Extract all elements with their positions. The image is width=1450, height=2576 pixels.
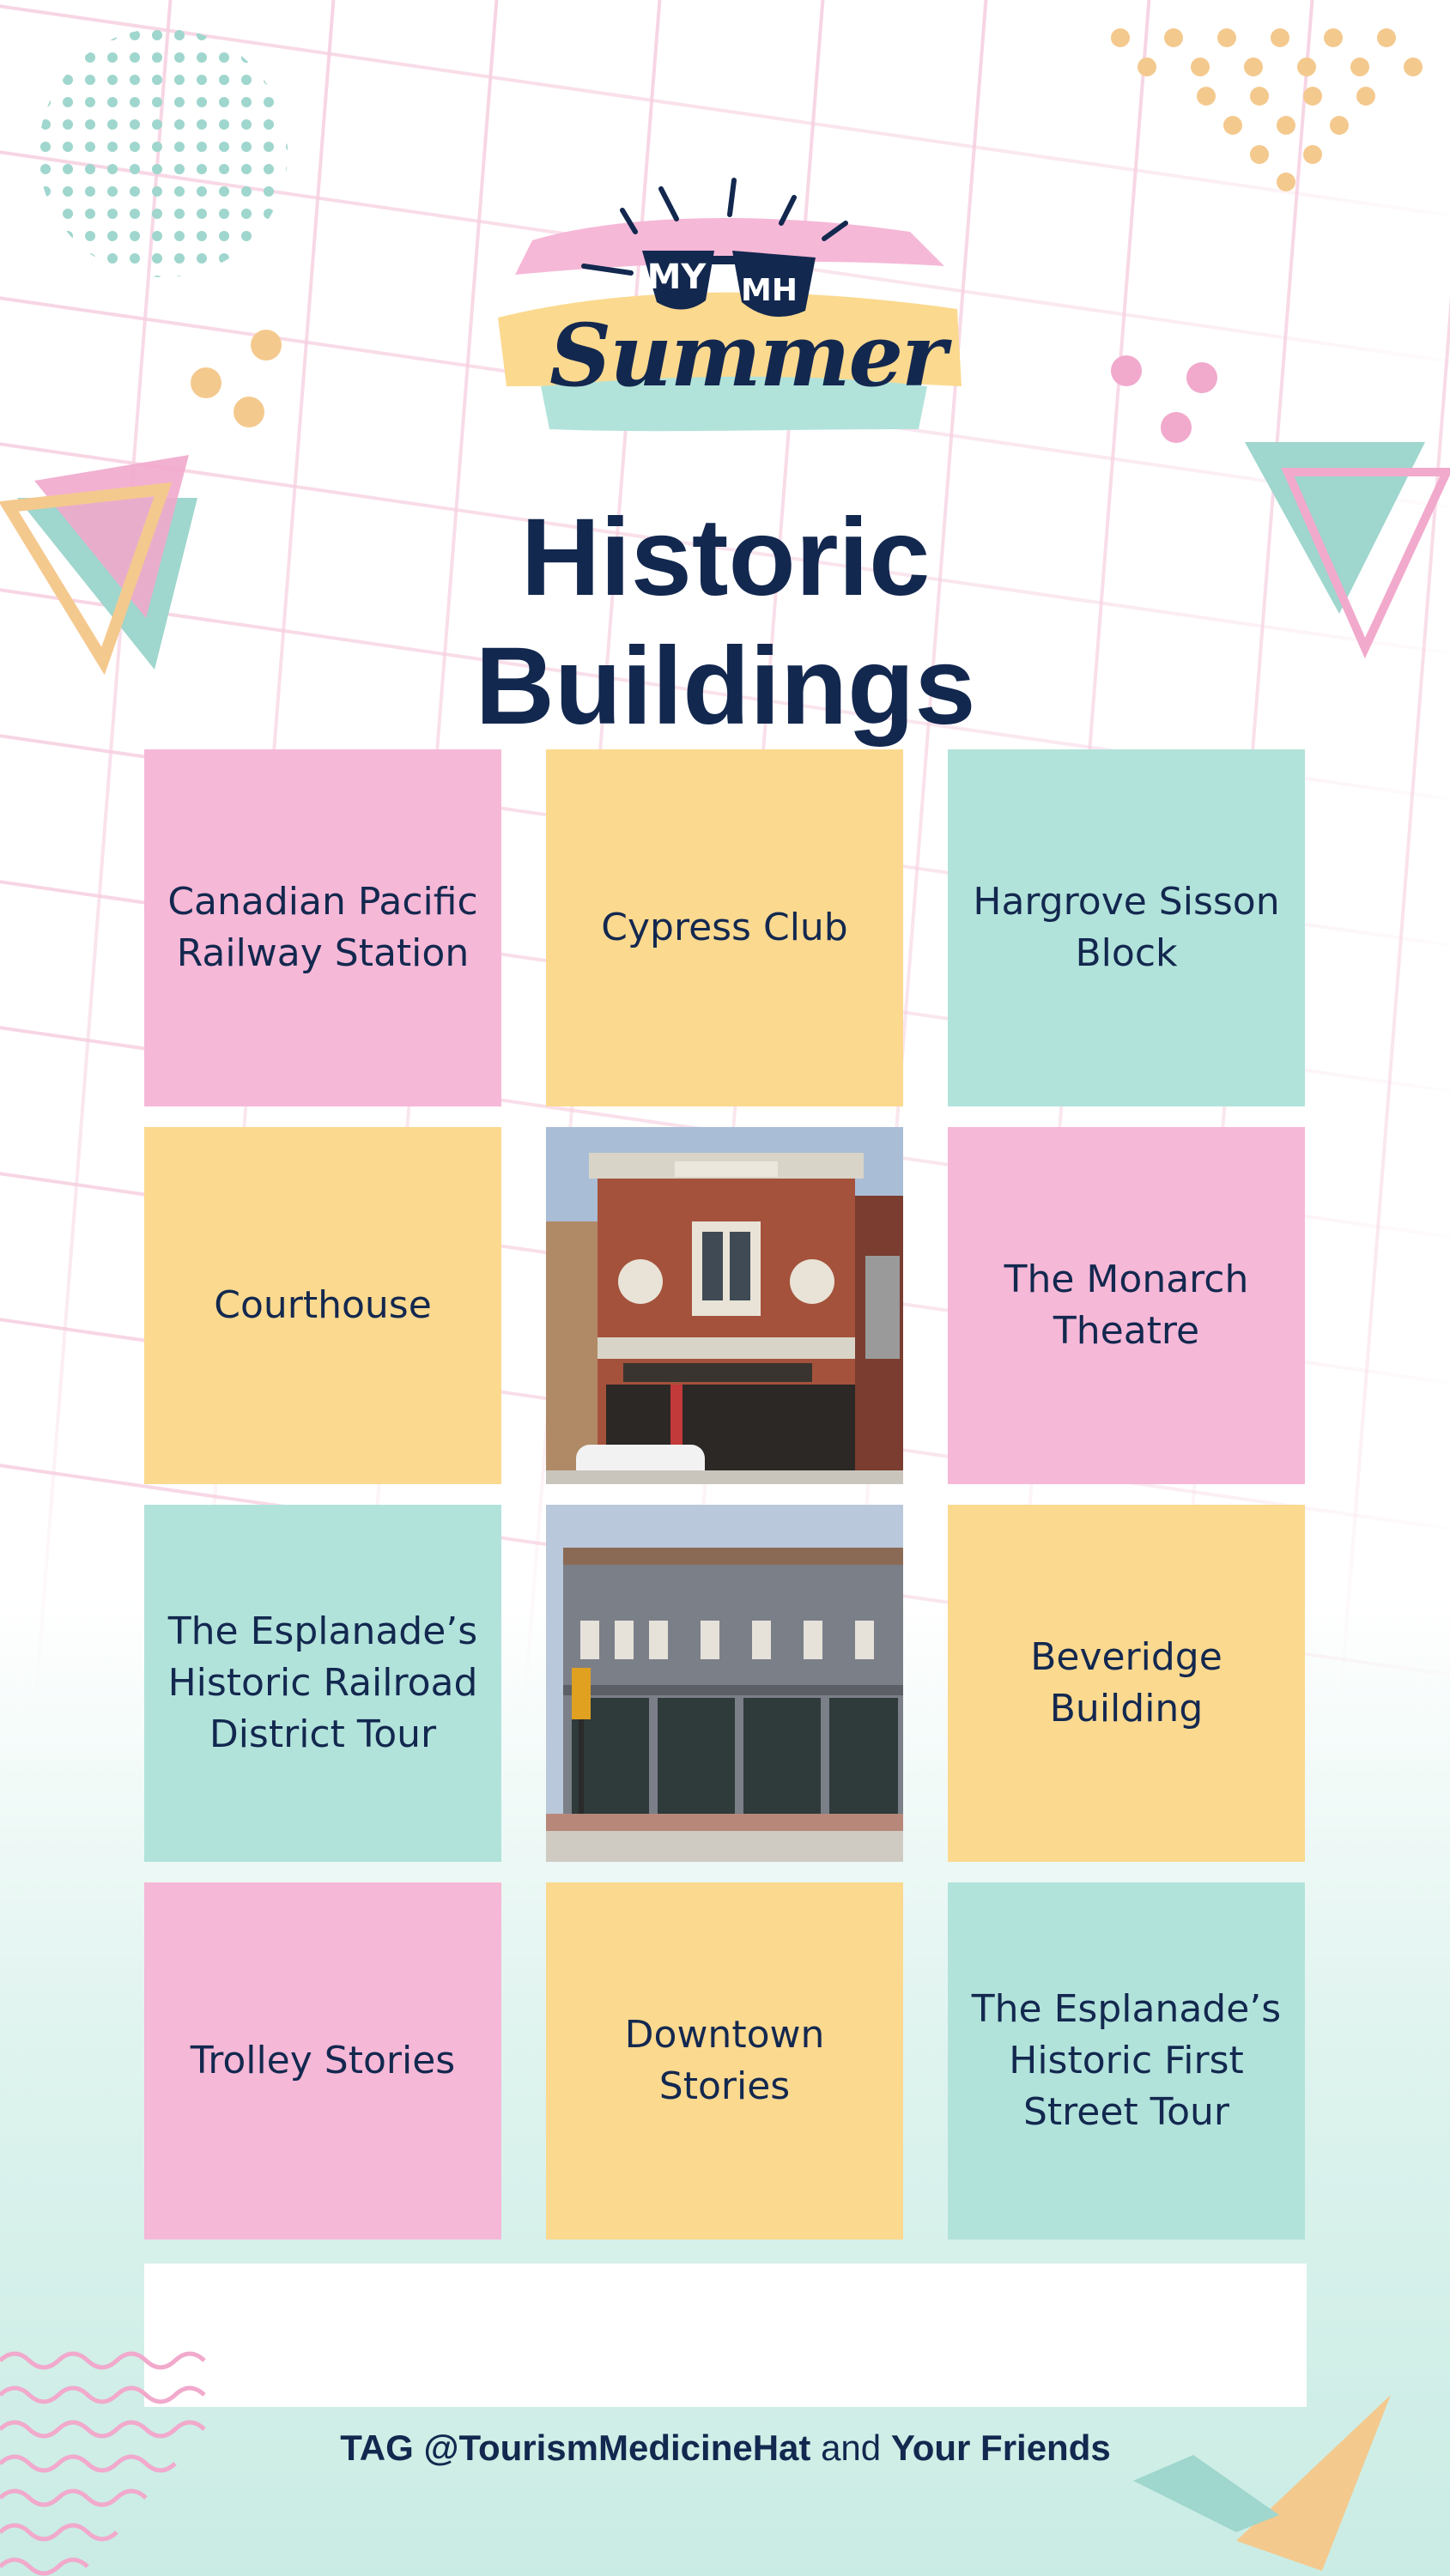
bingo-grid	[144, 749, 1308, 2240]
page-title	[343, 494, 1107, 751]
bottom-right-shapes	[1133, 2386, 1425, 2576]
footer-tag: TAG	[340, 2428, 414, 2468]
logo-mh-text: MH	[741, 273, 798, 308]
logo-my-text: MY	[646, 258, 707, 297]
write-in-box[interactable]	[144, 2264, 1307, 2407]
left-triangles	[0, 446, 206, 678]
title-line-1: Historic	[520, 496, 931, 619]
tile-esplanade-first-street-tour[interactable]: The Esplanade’s Historic First Street Tour	[948, 1882, 1305, 2240]
photo-stone-building[interactable]	[546, 1505, 903, 1862]
tile-cypress-club[interactable]: Cypress Club	[546, 749, 903, 1106]
brick-building-image	[546, 1127, 903, 1484]
photo-brick-building[interactable]	[546, 1127, 903, 1484]
teal-dot-pattern	[34, 24, 292, 282]
footer-handle[interactable]: @TourismMedicineHat	[423, 2428, 811, 2468]
footer-and: and	[821, 2428, 882, 2468]
stone-building-image	[546, 1505, 903, 1862]
tile-courthouse[interactable]: Courthouse	[144, 1127, 501, 1484]
footer-friends: Your Friends	[890, 2428, 1111, 2468]
tile-trolley-stories[interactable]: Trolley Stories	[144, 1882, 501, 2240]
orange-dots-cluster	[185, 326, 288, 438]
tile-esplanade-railroad-district-tour[interactable]: The Esplanade’s Historic Railroad District Tour	[144, 1505, 501, 1862]
footer-tag-line	[144, 2428, 1307, 2469]
orange-dot-triangle	[1107, 24, 1425, 196]
tile-hargrove-sisson-block[interactable]: Hargrove Sisson Block	[948, 749, 1305, 1106]
logo-summer-text: Summer	[549, 305, 945, 406]
tile-the-monarch-theatre[interactable]: The Monarch Theatre	[948, 1127, 1305, 1484]
right-triangles	[1236, 433, 1450, 665]
pink-dots-cluster	[1107, 343, 1228, 455]
title-line-2: Buildings	[475, 625, 976, 748]
tile-canadian-pacific-railway-station[interactable]: Canadian Pacific Railway Station	[144, 749, 501, 1106]
tile-beveridge-building[interactable]: Beveridge Building	[948, 1505, 1305, 1862]
tile-downtown-stories[interactable]: Downtown Stories	[546, 1882, 903, 2240]
